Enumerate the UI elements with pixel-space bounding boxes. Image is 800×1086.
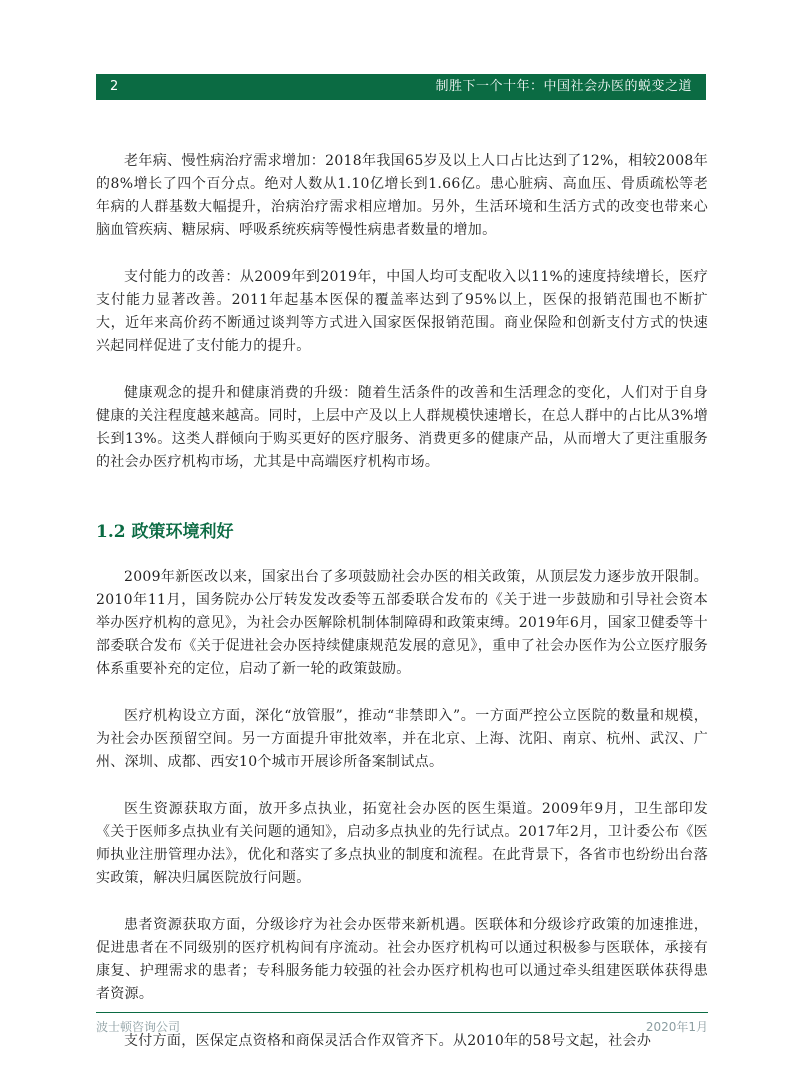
header-bar — [96, 74, 706, 100]
paragraph-payment: 支付方面，医保定点资格和商保灵活合作双管齐下。从2010年的58号文起，社会办 — [124, 1033, 652, 1049]
paragraph-payment-ability: 支付能力的改善：从2009年到2019年，中国人均可支配收入以11%的速度持续增长，医疗支付能力显著改善。2011年起基本医保的覆盖率达到了95%以上，医保的报销范围也不断扩大，近年来高价药不断通过谈判等方式进入国家医保报销范围。商业保险和创新支付方式的快速兴起同样促进了支付能力的提升。 — [96, 269, 708, 354]
footer-date: 2020年1月 — [645, 1020, 708, 1034]
paragraph-institution-setup: 医疗机构设立方面，深化“放管服”，推动“非禁即入”。一方面严控公立医院的数量和规模，为社会办医预留空间。另一方面提升审批效率，并在北京、上海、沈阳、南京、杭州、武汉、广州、深圳、成都、西安10个城市开展诊所备案制试点。 — [96, 708, 708, 770]
paragraph-doctor-resources: 医生资源获取方面，放开多点执业，拓宽社会办医的医生渠道。2009年9月，卫生部印发《关于医师多点执业有关问题的通知》，启动多点执业的先行试点。2017年2月，卫计委公布《医师执业注册管理办法》，优化和落实了多点执业的制度和流程。在此背景下，各省市也纷纷出台落实政策，解决归属医院放行问题。 — [96, 801, 708, 886]
footer — [96, 1018, 708, 1038]
footer-divider — [96, 1012, 708, 1013]
paragraph-elderly-disease: 老年病、慢性病治疗需求增加：2018年我国65岁及以上人口占比达到了12%，相较2008年的8%增长了四个百分点。绝对人数从1.10亿增长到1.66亿。患心脏病、高血压、骨质疏松等老年病的人群基数大幅提升，治病治疗需求相应增加。另外，生活环境和生活方式的改变也带来心脑血管疾病、糖尿病、呼吸系统疾病等慢性病患者数量的增加。 — [96, 153, 708, 238]
paragraph-policy-overview: 2009年新医改以来，国家出台了多项鼓励社会办医的相关政策，从顶层发力逐步放开限制。2010年11月，国务院办公厅转发发改委等五部委联合发布的《关于进一步鼓励和引导社会资本举办医疗机构的意见》，为社会办医解除机制体制障碍和政策束缚。2019年6月，国家卫健委等十部委联合发布《关于促进社会办医持续健康规范发展的意见》，重申了社会办医作为公立医疗服务体系重要补充的定位，启动了新一轮的政策鼓励。 — [96, 569, 708, 677]
page-number: 2 — [110, 79, 119, 94]
paragraph-patient-resources: 患者资源获取方面，分级诊疗为社会办医带来新机遇。医联体和分级诊疗政策的加速推进，促进患者在不同级别的医疗机构间有序流动。社会办医疗机构可以通过积极参与医联体，承接有康复、护理需求的患者；专科服务能力较强的社会办医疗机构也可以通过牵头组建医联体获得患者资源。 — [96, 917, 708, 1002]
running-title: 制胜下一个十年：中国社会办医的蜕变之道 — [435, 79, 692, 94]
section-heading: 1.2 政策环境利好 — [96, 522, 234, 542]
paragraph-health-awareness: 健康观念的提升和健康消费的升级：随着生活条件的改善和生活理念的变化，人们对于自身健康的关注程度越来越高。同时，上层中产及以上人群规模快速增长，在总人群中的占比从3%增长到13%。这类人群倾向于购买更好的医疗服务、消费更多的健康产品，从而增大了更注重服务的社会办医疗机构市场，尤其是中高端医疗机构市场。 — [96, 385, 708, 470]
body-content — [96, 150, 708, 1077]
footer-company: 波士顿咨询公司 — [96, 1020, 181, 1034]
